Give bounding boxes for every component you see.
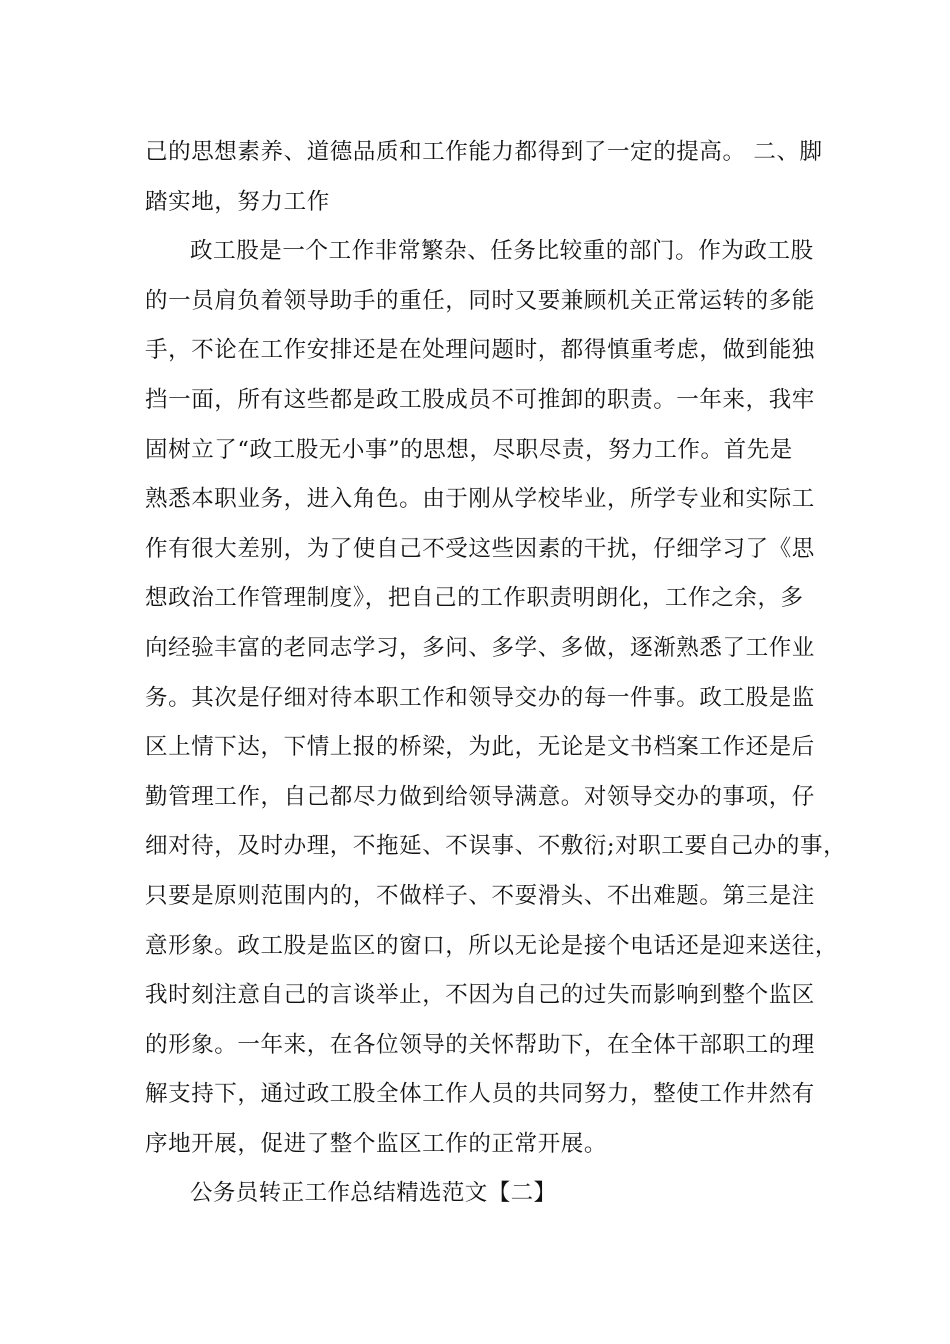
text-line: 务。其次是仔细对待本职工作和领导交办的每一件事。政工股是监 bbox=[145, 684, 815, 711]
text-line: 己的思想素养、道德品质和工作能力都得到了一定的提高。 二、脚 bbox=[145, 139, 823, 165]
text-line: 踏实地，努力工作 bbox=[145, 188, 330, 215]
section-heading: 公务员转正工作总结精选范文【二】 bbox=[190, 1180, 557, 1207]
text-line: 手，不论在工作安排还是在处理问题时，都得慎重考虑，做到能独 bbox=[145, 337, 815, 364]
text-line: 序地开展，促进了整个监区工作的正常开展。 bbox=[145, 1130, 608, 1157]
text-line: 固树立了“政工股无小事”的思想，尽职尽责，努力工作。首先是 bbox=[145, 436, 793, 463]
text-line: 熟悉本职业务，进入角色。由于刚从学校毕业，所学专业和实际工 bbox=[145, 486, 815, 513]
text-line: 意形象。政工股是监区的窗口，所以无论是接个电话还是迎来送往， bbox=[145, 932, 839, 959]
text-line: 解支持下，通过政工股全体工作人员的共同努力，整使工作井然有 bbox=[145, 1081, 815, 1108]
text-line: 的形象。一年来，在各位领导的关怀帮助下，在全体干部职工的理 bbox=[145, 1031, 815, 1058]
work-paragraph bbox=[145, 227, 847, 1169]
text-line: 勤管理工作，自己都尽力做到给领导满意。对领导交办的事项，仔 bbox=[145, 783, 815, 810]
text-line: 的一员肩负着领导助手的重任，同时又要兼顾机关正常运转的多能 bbox=[145, 287, 815, 314]
text-line: 向经验丰富的老同志学习，多问、多学、多做，逐渐熟悉了工作业 bbox=[145, 634, 815, 661]
text-line: 挡一面，所有这些都是政工股成员不可推卸的职责。一年来，我牢 bbox=[145, 386, 815, 413]
text-line: 只要是原则范围内的，不做样子、不耍滑头、不出难题。第三是注 bbox=[145, 882, 815, 909]
text-line: 区上情下达，下情上报的桥梁，为此，无论是文书档案工作还是后 bbox=[145, 734, 815, 761]
continuation-paragraph bbox=[145, 128, 835, 227]
text-line: 细对待，及时办理，不拖延、不误事、不敷衍;对职工要自己办的事， bbox=[145, 833, 847, 860]
text-line: 作有很大差别，为了使自己不受这些因素的干扰，仔细学习了《思 bbox=[145, 535, 815, 562]
text-line: 想政治工作管理制度》，把自己的工作职责明朗化，工作之余，多 bbox=[145, 585, 804, 612]
document-body bbox=[145, 128, 847, 1219]
text-line: 我时刻注意自己的言谈举止，不因为自己的过失而影响到整个监区 bbox=[145, 982, 815, 1009]
text-line: 政工股是一个工作非常繁杂、任务比较重的部门。作为政工股 bbox=[190, 238, 814, 265]
